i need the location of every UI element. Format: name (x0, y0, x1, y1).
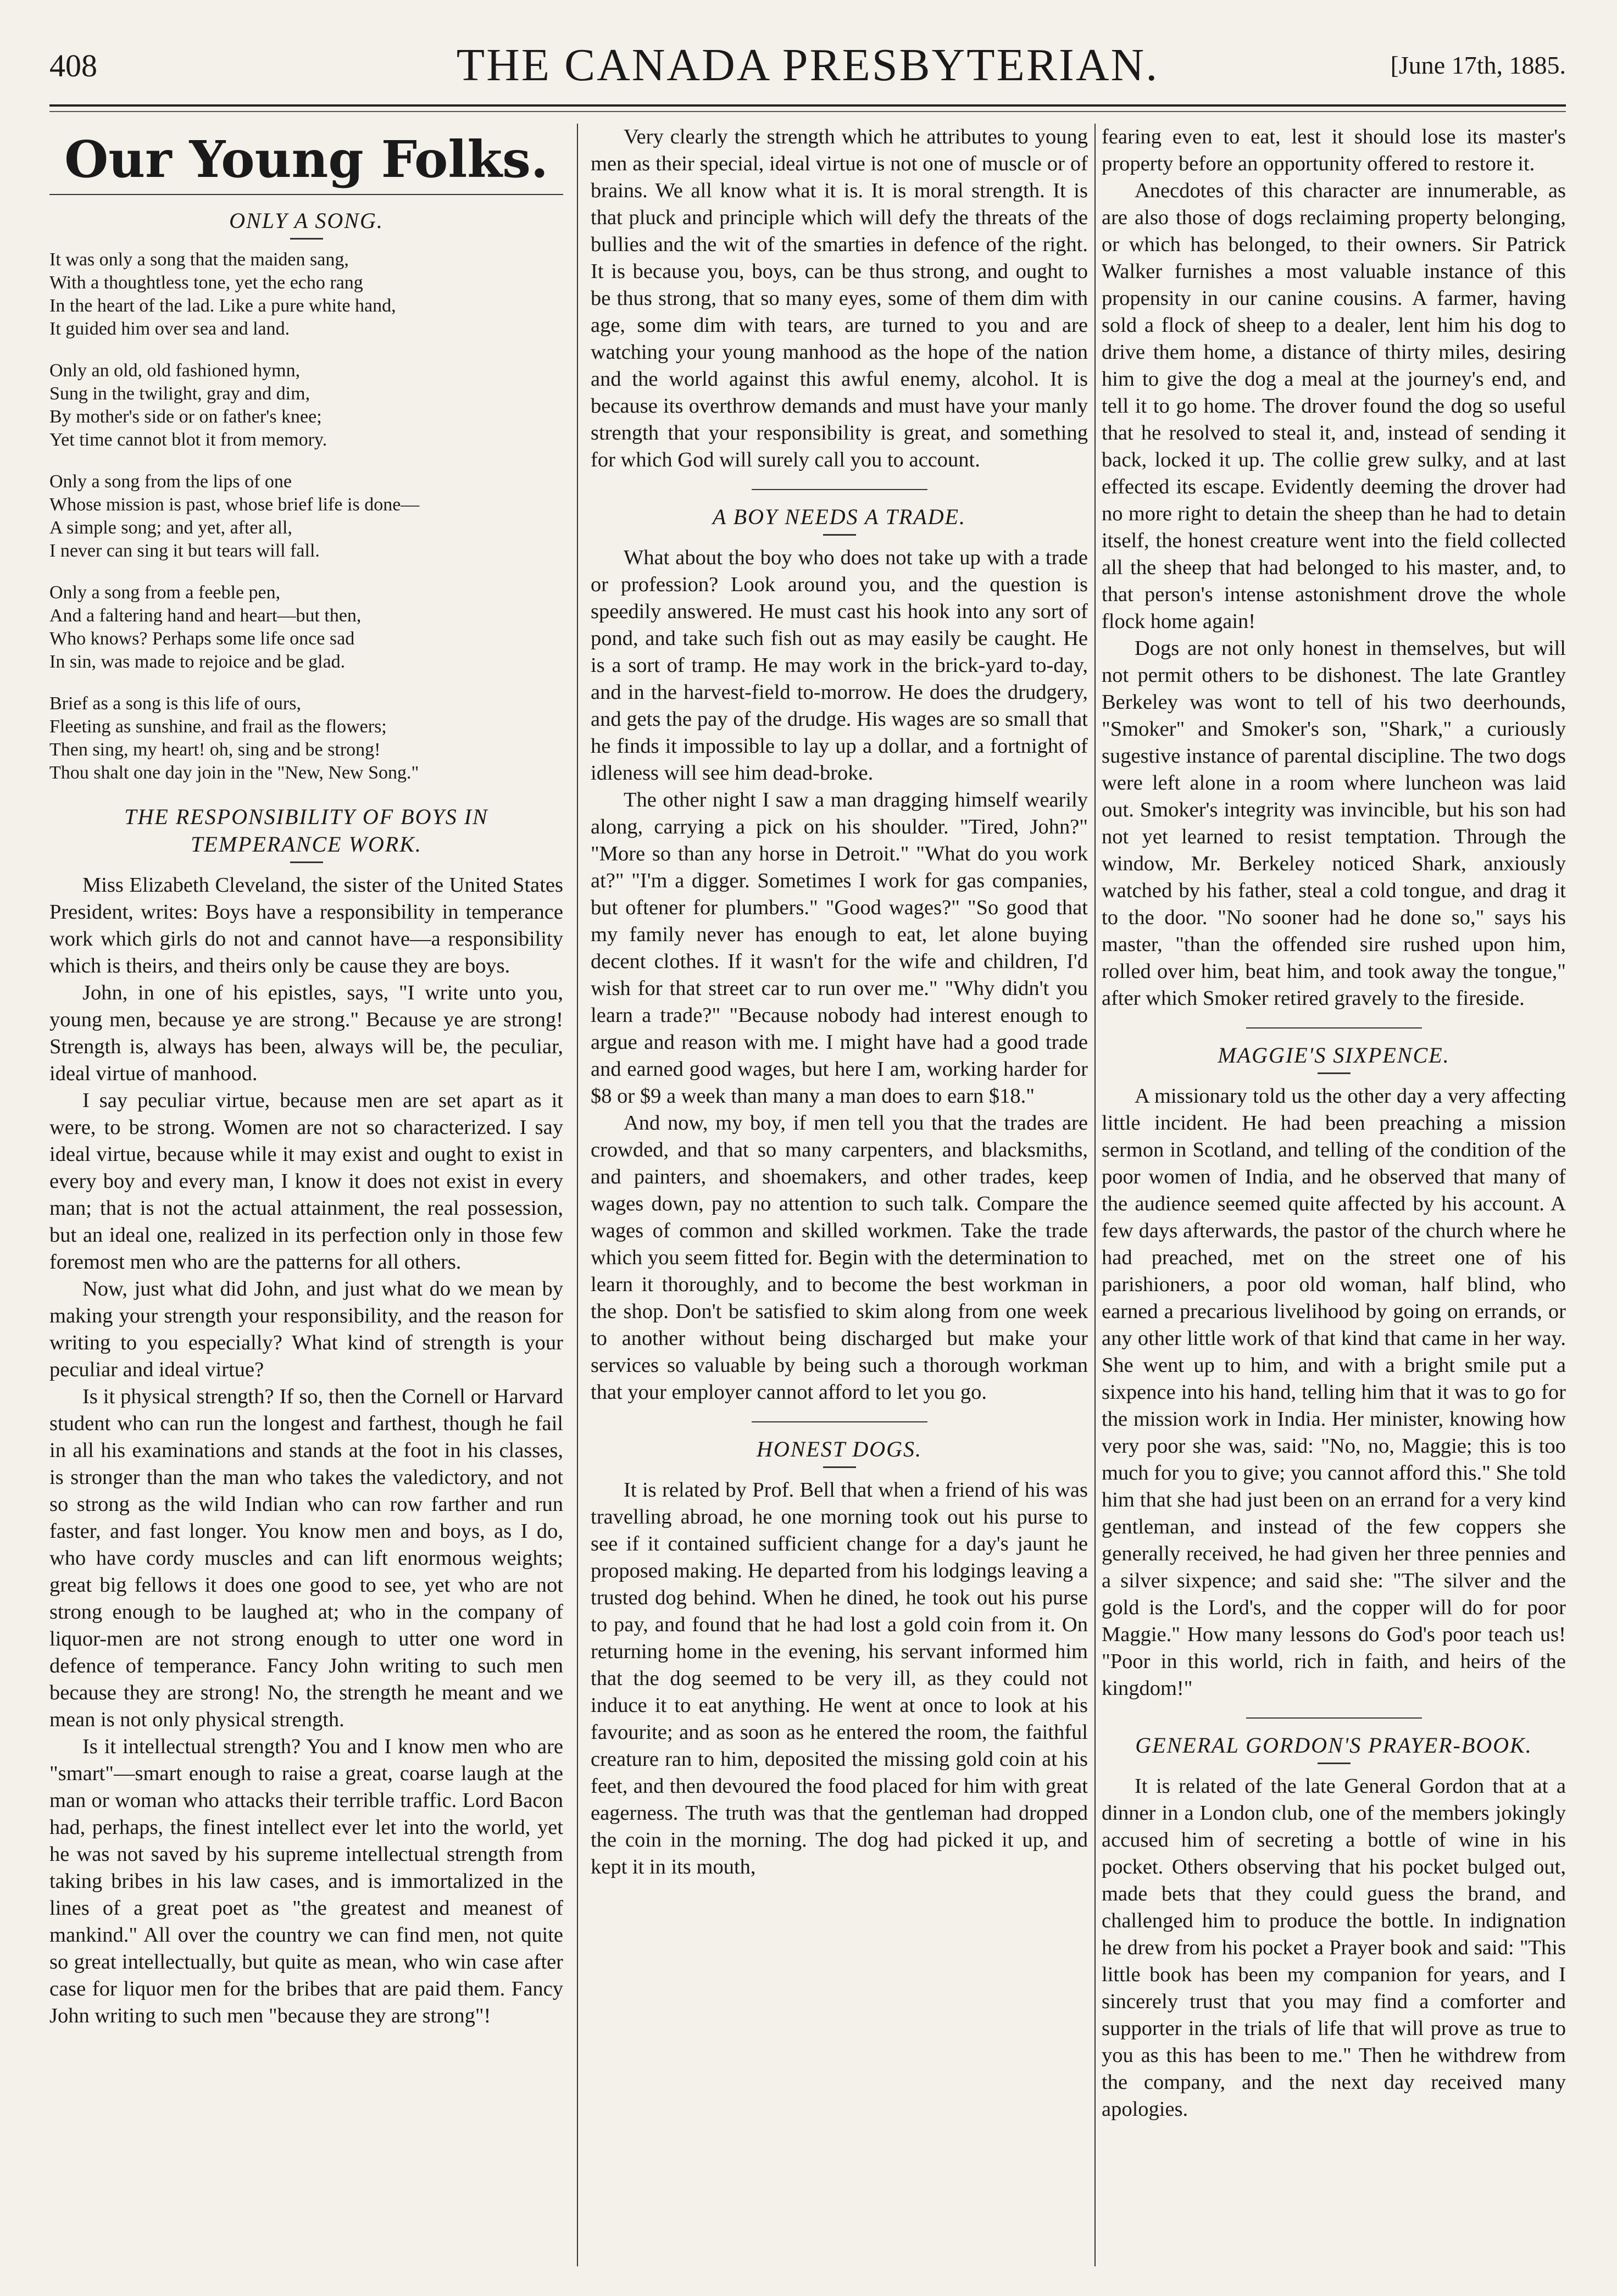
article-title: MAGGIE'S SIXPENCE. (1218, 1043, 1450, 1068)
poem-line: I never can sing it but tears will fall. (49, 541, 320, 561)
column-1 (49, 124, 563, 2266)
title-dash (1318, 1072, 1351, 1074)
poem-title: ONLY A SONG. (229, 208, 384, 233)
column-divider (577, 124, 578, 2266)
poem-line: It was only a song that the maiden sang, (49, 249, 349, 270)
poem (49, 248, 563, 785)
poem-stanza (49, 248, 563, 341)
section-separator (752, 489, 927, 490)
paragraph: Dogs are not only honest in themselves, but will not permit others to be dishonest. The late Grantley Berkeley was wont to tell of his two deerhounds, "Smoker" and Smoker's son, "Shark," a curiously sugestive instance of parental discipline. The two dogs were left alone in a room where luncheon was laid out. Smoker's integrity was invincible, but his son had not yet learned to resist temptation. Through the window, Mr. Berkeley noticed Shark, anxiously watched by his father, steal a cold tongue, and drag it to the door. "No sooner had he done so," says his master, "than the offended sire rushed upon him, rolled over him, beat him, and took away the tongue," after which Smoker retired gravely to the fireside. (1102, 637, 1566, 1010)
poem-line: Only a song from a feeble pen, (49, 582, 281, 603)
article-title: HONEST DOGS. (756, 1437, 923, 1461)
poem-line: Then sing, my heart! oh, sing and be strong! (49, 740, 381, 760)
paragraph: It is related of the late General Gordon that at a dinner in a London club, one of the members jokingly accused him of secreting a bottle of wine in his pocket. Others observing that his pocket bulged out, made bets that they could guess the brand, and challenged him to produce the bottle. In indignation he drew from his pocket a Prayer book and said: "This little book has been my companion for years, and I sincerely trust that you may find a comforter and supporter in the trials of life that will prove as true to you as this has been to me." Then he withdrew from the company, and the next day received many apologies. (1102, 1775, 1566, 2121)
poem-line: In sin, was made to rejoice and be glad. (49, 652, 346, 672)
article-title: GENERAL GORDON'S PRAYER-BOOK. (1135, 1733, 1532, 1758)
paragraph: fearing even to eat, lest it should lose its master's property before an opportunity offered to restore it. (1102, 125, 1566, 175)
poem-line: Yet time cannot blot it from memory. (49, 430, 327, 450)
paper-title: THE CANADA PRESBYTERIAN. (456, 40, 1159, 91)
article-title: THE RESPONSIBILITY OF BOYS IN TEMPERANCE WORK. (124, 804, 488, 857)
column-3 (1102, 124, 1566, 2266)
poem-line: Whose mission is past, whose brief life is done— (49, 494, 420, 515)
poem-line: Who knows? Perhaps some life once sad (49, 629, 355, 649)
header-rule-thin (49, 111, 1566, 112)
column-divider (1094, 124, 1096, 2266)
poem-line: It guided him over sea and land. (49, 319, 290, 339)
paragraph: Is it intellectual strength? You and I know men who are "smart"—smart enough to raise a great, coarse laugh at the man or woman who attacks their terrible traffic. Lord Bacon had, perhaps, the finest intellect ever let into the world, yet he was not saved by his supreme intellectual strength from taking bribes in his law cases, and is immortalized in the lines of a great poet as "the greatest and meanest of mankind." All over the country we can find men, not quite so great intellectually, but quite as mean, who win case after case for liquor men for the bribes that are paid them. Fancy John writing to such men "because they are strong"! (49, 1735, 563, 2027)
poem-line: Fleeting as sunshine, and frail as the flowers; (49, 716, 387, 737)
page-number: 408 (49, 48, 97, 84)
paragraph: John, in one of his epistles, says, "I write unto you, young men, because ye are strong." Because ye are strong! Strength is, always has been, always will be, the peculiar, ideal virtue of manhood. (49, 981, 563, 1085)
paragraph: A missionary told us the other day a very affecting little incident. He had been preaching a mission sermon in Scotland, and telling of the condition of the poor women of India, and he observed that many of the audience seemed quite affected by his account. A few days afterwards, the pastor of the church where he had preached, met on the street one of his parishioners, a poor old woman, half blind, who earned a precarious livelihood by going on errands, or any other little work of that kind that came in her way. She went up to him, and with a bright smile put a sixpence into his hand, telling him that it was to go for the mission work in India. Her minister, knowing how very poor she was, said: "No, no, Maggie; this is too much for you to give; you cannot afford this." She told him that she had just been on an errand for a very kind gentleman, and instead of the few coppers she generally received, he had given her three pennies and a silver sixpence; and said she: "The silver and the gold is the Lord's, and the copper will do for poor Maggie." How many lessons do God's poor teach us! "Poor in this world, rich in faith, and heirs of the kingdom!" (1102, 1085, 1566, 1700)
title-dash (290, 861, 323, 863)
poem-line: Only an old, old fashioned hymn, (49, 360, 301, 381)
poem-line: And a faltering hand and heart—but then, (49, 605, 362, 626)
poem-line: By mother's side or on father's knee; (49, 407, 322, 427)
paragraph: Miss Elizabeth Cleveland, the sister of the United States President, writes: Boys have a responsibility in temperance work which girls do not and cannot have—a responsibility which is theirs, and theirs only be cause they are boys. (49, 874, 563, 977)
poem-line: A simple song; and yet, after all, (49, 518, 292, 538)
poem-line: Sung in the twilight, gray and dim, (49, 383, 310, 404)
section-separator (752, 1421, 927, 1422)
paragraph: It is related by Prof. Bell that when a friend of his was travelling abroad, he one morning took out his purse to see if it contained sufficient change for a day's jaunt he proposed making. He departed from his lodgings leaving a trusted dog behind. When he dined, he took out his purse to pay, and found that he had lost a gold coin from it. On returning home in the evening, his servant informed him that the dog seemed to be very ill, as they could not induce it to eat anything. He went at once to look at his favourite; and as soon as he entered the room, the faithful creature ran to him, deposited the missing gold coin at his feet, and then devoured the food placed for him with great eagerness. The truth was that the gentleman had dropped the coin in the morning. The dog had picked it up, and kept it in its mouth, (591, 1478, 1088, 1878)
title-dash (823, 534, 856, 536)
paragraph: I say peculiar virtue, because men are set apart as it were, to be strong. Women are not so characterized. I say ideal virtue, because while it may exist and ought to exist in every boy and every man, I know it does not exist in every man; that is not the actual attainment, the real possession, but an ideal one, realized in its perfection only in those few foremost men who are the patterns for all others. (49, 1089, 563, 1274)
title-dash (823, 1466, 856, 1468)
paragraph: Now, just what did John, and just what do we mean by making your strength your responsibility, and the reason for writing to you especially? What kind of strength is your peculiar and ideal virtue? (49, 1277, 563, 1381)
poem-line: In the heart of the lad. Like a pure white hand, (49, 296, 396, 316)
poem-line: With a thoughtless tone, yet the echo rang (49, 273, 363, 293)
poem-line: Only a song from the lips of one (49, 471, 292, 492)
department-heading: Our Young Folks. (49, 129, 563, 195)
section-separator (1246, 1027, 1422, 1029)
title-dash (290, 238, 323, 240)
paragraph: Is it physical strength? If so, then the Cornell or Harvard student who can run the longest and farthest, though he fail in all his examinations and stands at the foot in his classes, is stronger than the man who takes the valedictory, and not so strong as the wild Indian who can row farther and run faster, and fast longer. You know men and boys, as I do, who have cordy muscles and can lift enormous weights; great big fellows it does one good to see, yet who are not strong enough to be laughed at; who in the company of liquor-men are not strong enough to utter one word in defence of temperance. Fancy John writing to such men because they are strong! No, the strength he meant and we mean is not only physical strength. (49, 1385, 563, 1731)
poem-line: Brief as a song is this life of ours, (49, 693, 301, 714)
poem-stanza (49, 470, 563, 563)
column-2 (591, 124, 1088, 2266)
article-title: A BOY NEEDS A TRADE. (712, 504, 966, 529)
section-separator (1246, 1717, 1422, 1719)
title-dash (1318, 1763, 1351, 1764)
paragraph: The other night I saw a man dragging himself wearily along, carrying a pick on his shoulder. "Tired, John?" "More so than any horse in Detroit." "What do you work at?" "I'm a digger. Sometimes I work for gas companies, but oftener for plumbers." "Good wages?" "So good that my family never has enough to eat, let alone buying decent clothes. If it wasn't for the wife and children, I'd wish for that street car to run over me." "Why didn't you learn a trade?" "Because nobody had interest enough to argue and reason with me. I might have had a good trade and earned good wages, but here I am, working harder for $8 or $9 a week than many a man does to earn $18." (591, 788, 1088, 1108)
poem-stanza (49, 581, 563, 674)
header-rule (49, 104, 1566, 107)
poem-stanza (49, 359, 563, 452)
poem-line: Thou shalt one day join in the "New, New Song." (49, 763, 419, 783)
poem-stanza (49, 692, 563, 785)
paragraph: And now, my boy, if men tell you that the trades are crowded, and that so many carpenters, and blacksmiths, and painters, and shoemakers, and other trades, keep wages down, pay no attention to such talk. Compare the wages of common and skilled workmen. Take the trade which you seem fitted for. Begin with the determination to learn it thoroughly, and to become the best workman in the shop. Don't be satisfied to skim along from one week to another without being discharged but make your services so valuable by being such a thorough workman that your employer cannot afford to let you go. (591, 1111, 1088, 1404)
masthead (49, 38, 1566, 99)
issue-date: [June 17th, 1885. (1390, 51, 1566, 79)
paragraph: Anecdotes of this character are innumerable, as are also those of dogs reclaiming property belonging, or which has belonged, to their owners. Sir Patrick Walker furnishes a most valuable instance of this propensity in our canine cousins. A farmer, having sold a flock of sheep to a dealer, lent him his dog to drive them home, a distance of thirty miles, desiring him to give the dog a meal at the journey's end, and tell it to go home. The drover found the dog so useful that he resolved to steal it, and, instead of sending it back, locked it up. The collie grew sulky, and at last effected its escape. Evidently deeming the drover had no more right to detain the sheep than he had to detain itself, the honest creature went into the field collected all the sheep that had belonged to his master, and, to that person's intense astonishment drove the whole flock home again! (1102, 179, 1566, 633)
paragraph: What about the boy who does not take up with a trade or profession? Look around you, and the question is speedily answered. He must cast his hook into any sort of pond, and take such fish out as may easily be caught. He is a sort of tramp. He may work in the brick-yard to-day, and in the harvest-field to-morrow. He does the drudgery, and gets the pay of the drudge. His wages are so small that he finds it impossible to lay up a dollar, and a fortnight of idleness will see him dead-broke. (591, 546, 1088, 785)
paragraph: Very clearly the strength which he attributes to young men as their special, ideal virtue is not one of muscle or of brains. We all know what it is. It is moral strength. It is that pluck and principle which will defy the threats of the bullies and the wit of the smarties in defence of the right. It is because you, boys, can be thus strong, and ought to be thus strong, that so many eyes, some of them dim with age, some dim with tears, are turned to you and are watching your young manhood as the hope of the nation and the world against this awful enemy, alcohol. It is because its overthrow demands and must have your manly strength that your responsibility is great, and something for which God will surely call you to account. (591, 125, 1088, 471)
